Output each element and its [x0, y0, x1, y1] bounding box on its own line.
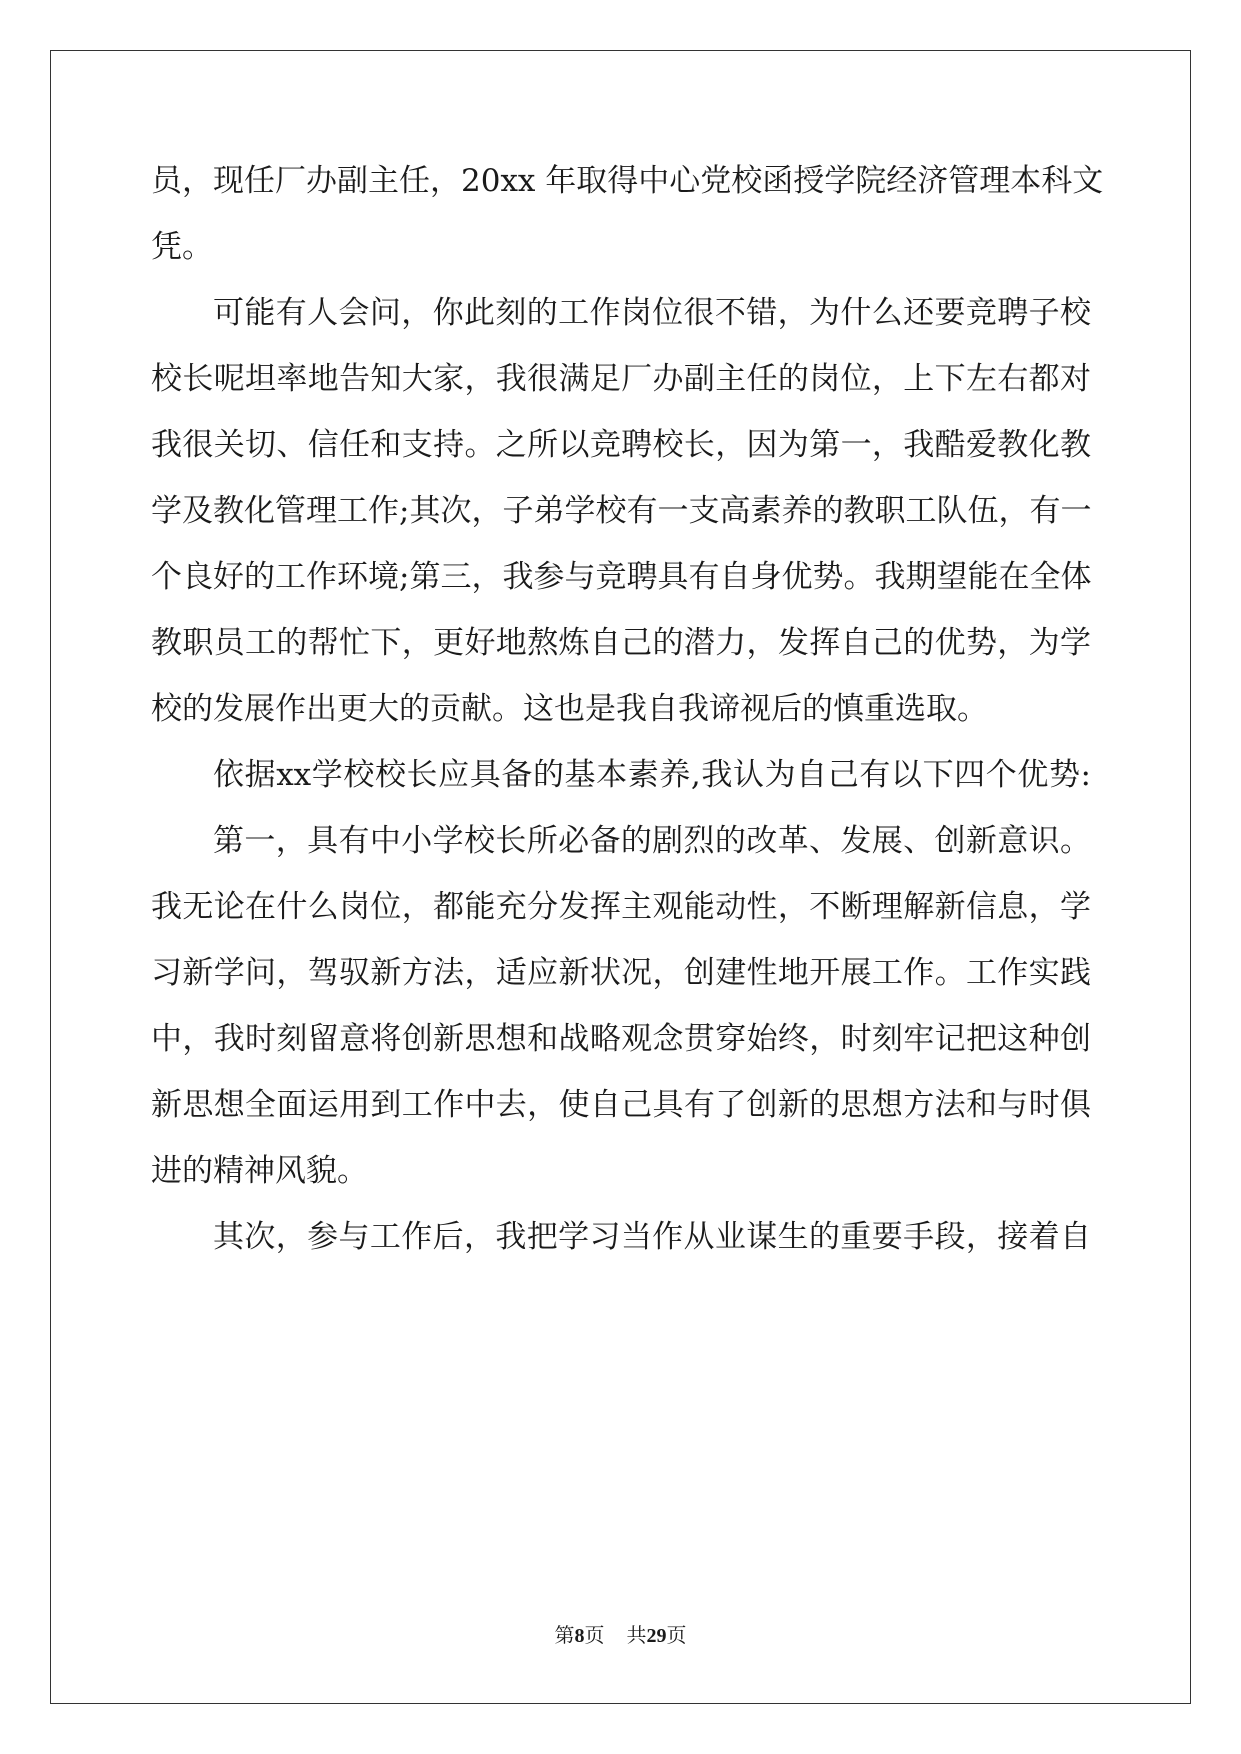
text-line: 中，我时刻留意将创新思想和战略观念贯穿始终，时刻牢记把这种创	[151, 1021, 1091, 1057]
text-line: 进的精神风貌。	[151, 1153, 368, 1189]
document-body	[151, 148, 1104, 1270]
page-suffix: 页	[584, 1623, 605, 1647]
total-pages: 29	[646, 1625, 667, 1647]
page-prefix: 第	[554, 1623, 575, 1647]
text-line: 校长呢坦率地告知大家，我很满足厂办副主任的岗位，上下左右都对	[151, 361, 1091, 397]
text-line: 个良好的工作环境;第三，我参与竞聘具有自身优势。我期望能在全体	[151, 559, 1092, 595]
text-line: 员，现任厂办副主任，20xx 年取得中心党校函授学院经济管理本科文	[151, 163, 1104, 199]
page-number: 8	[574, 1625, 585, 1647]
text-line: 我很关切、信任和支持。之所以竞聘校长，因为第一，我酷爱教化教	[151, 427, 1091, 463]
text-line: 可能有人会问，你此刻的工作岗位很不错，为什么还要竞聘子校	[213, 295, 1091, 331]
text-line: 习新学问，驾驭新方法，适应新状况，创建性地开展工作。工作实践	[151, 955, 1091, 991]
text-line: 新思想全面运用到工作中去，使自己具有了创新的思想方法和与时俱	[151, 1087, 1091, 1123]
text-line: 学及教化管理工作;其次，子弟学校有一支高素养的教职工队伍，有一	[151, 493, 1092, 529]
text-line: 教职员工的帮忙下，更好地熬炼自己的潜力，发挥自己的优势，为学	[151, 625, 1091, 661]
text-line: 依据xx学校校长应具备的基本素养,我认为自己有以下四个优势:	[213, 757, 1091, 793]
total-prefix: 共	[626, 1623, 647, 1647]
total-suffix: 页	[666, 1623, 687, 1647]
text-line: 我无论在什么岗位，都能充分发挥主观能动性，不断理解新信息，学	[151, 889, 1091, 925]
text-line: 凭。	[151, 229, 213, 265]
text-line: 第一，具有中小学校长所必备的剧烈的改革、发展、创新意识。	[213, 823, 1091, 859]
text-line: 校的发展作出更大的贡献。这也是我自我谛视后的慎重选取。	[151, 691, 988, 727]
page-footer	[0, 1622, 1241, 1649]
text-line: 其次，参与工作后，我把学习当作从业谋生的重要手段，接着自	[213, 1219, 1091, 1255]
